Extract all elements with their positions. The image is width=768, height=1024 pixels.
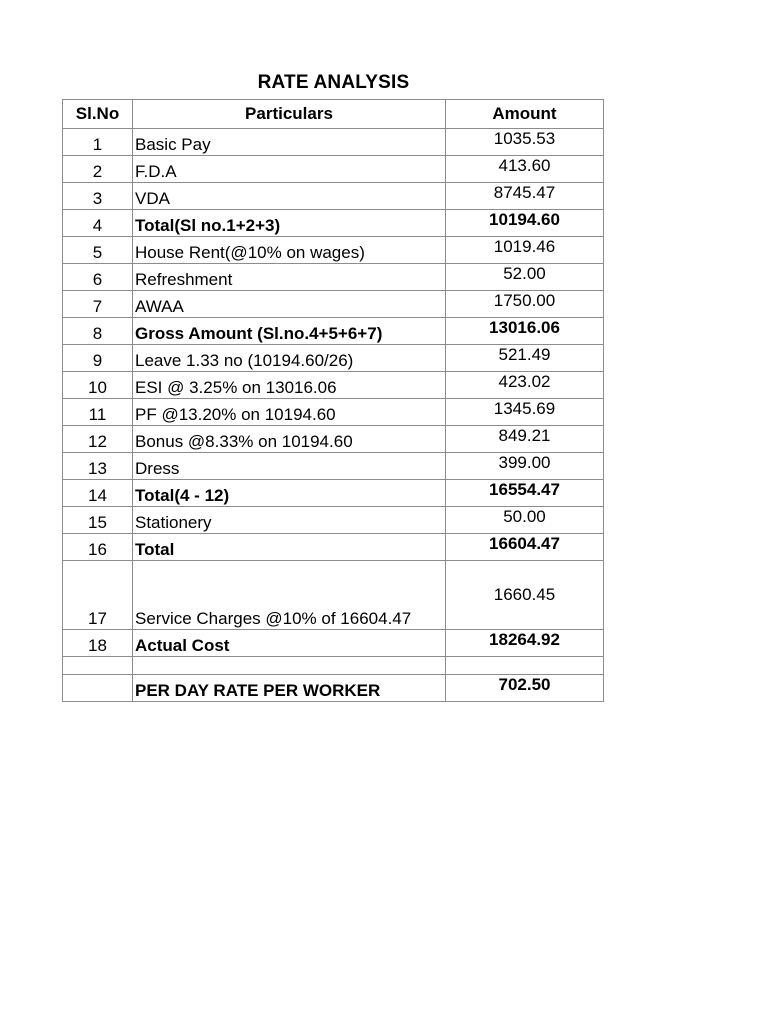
row-sl-no: 13 [63,453,133,480]
row-amount: 50.00 [446,507,604,534]
row-particulars: Actual Cost [133,630,446,657]
table-row [63,129,604,156]
table-row-service-charges [63,561,604,630]
row-particulars: PF @13.20% on 10194.60 [133,399,446,426]
table-row [63,345,604,372]
table-row-per-day-rate [63,675,604,702]
row-sl-no: 2 [63,156,133,183]
table-row-total [63,534,604,561]
table-row [63,156,604,183]
row-sl-no: 12 [63,426,133,453]
row-particulars: AWAA [133,291,446,318]
row-sl-no: 6 [63,264,133,291]
row-amount: 1750.00 [446,291,604,318]
row-particulars: Leave 1.33 no (10194.60/26) [133,345,446,372]
row-particulars: Basic Pay [133,129,446,156]
row-amount: 849.21 [446,426,604,453]
table-row [63,372,604,399]
column-header-amount: Amount [446,100,604,129]
row-amount: 16604.47 [446,534,604,561]
rate-analysis-table [62,99,604,702]
table-row-actual-cost [63,630,604,657]
row-sl-no [63,657,133,675]
row-amount: 52.00 [446,264,604,291]
row-particulars: Total(Sl no.1+2+3) [133,210,446,237]
table-row-empty [63,657,604,675]
row-sl-no: 18 [63,630,133,657]
row-amount: 13016.06 [446,318,604,345]
table-header-row [63,100,604,129]
row-particulars: ESI @ 3.25% on 13016.06 [133,372,446,399]
row-sl-no: 14 [63,480,133,507]
row-amount: 1035.53 [446,129,604,156]
row-sl-no: 8 [63,318,133,345]
row-particulars: Refreshment [133,264,446,291]
row-particulars: VDA [133,183,446,210]
column-header-sl-no: Sl.No [63,100,133,129]
row-amount: 1019.46 [446,237,604,264]
row-sl-no: 15 [63,507,133,534]
row-particulars: House Rent(@10% on wages) [133,237,446,264]
row-sl-no: 10 [63,372,133,399]
row-amount: 1660.45 [446,561,604,630]
row-sl-no: 5 [63,237,133,264]
table-row [63,291,604,318]
row-particulars: Total [133,534,446,561]
row-amount: 521.49 [446,345,604,372]
row-sl-no: 1 [63,129,133,156]
row-amount: 1345.69 [446,399,604,426]
row-amount [446,657,604,675]
row-particulars: Bonus @8.33% on 10194.60 [133,426,446,453]
row-amount: 16554.47 [446,480,604,507]
row-sl-no: 11 [63,399,133,426]
table-row [63,399,604,426]
table-row-subtotal [63,210,604,237]
row-amount: 413.60 [446,156,604,183]
row-particulars: PER DAY RATE PER WORKER [133,675,446,702]
row-sl-no: 3 [63,183,133,210]
row-sl-no [63,675,133,702]
row-amount: 8745.47 [446,183,604,210]
page-title: RATE ANALYSIS [257,72,410,93]
column-header-particulars: Particulars [133,100,446,129]
table-row [63,453,604,480]
table-row [63,237,604,264]
table-row [63,183,604,210]
table-row-subtotal [63,480,604,507]
row-amount: 702.50 [446,675,604,702]
row-amount: 18264.92 [446,630,604,657]
table-row-gross-amount [63,318,604,345]
row-particulars: Dress [133,453,446,480]
row-sl-no: 7 [63,291,133,318]
row-sl-no: 4 [63,210,133,237]
row-amount: 423.02 [446,372,604,399]
row-particulars: F.D.A [133,156,446,183]
row-particulars: Stationery [133,507,446,534]
row-particulars: Gross Amount (Sl.no.4+5+6+7) [133,318,446,345]
row-amount: 10194.60 [446,210,604,237]
row-sl-no: 9 [63,345,133,372]
row-particulars [133,657,446,675]
row-amount: 399.00 [446,453,604,480]
table-row [63,264,604,291]
row-sl-no: 16 [63,534,133,561]
row-sl-no: 17 [63,561,133,630]
table-row [63,426,604,453]
row-particulars: Service Charges @10% of 16604.47 [133,561,446,630]
row-particulars: Total(4 - 12) [133,480,446,507]
table-row [63,507,604,534]
